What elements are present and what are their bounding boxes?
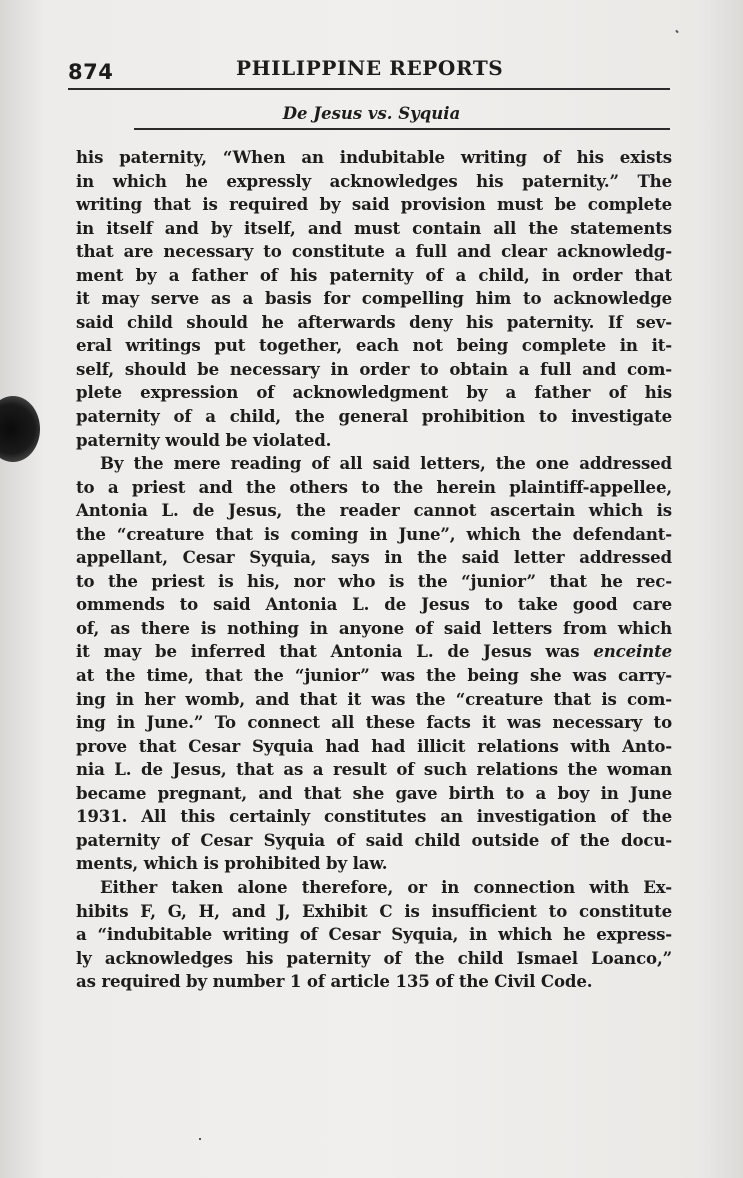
- line-text: ing in her womb, and that it was the “creature that is com-: [76, 688, 672, 709]
- line-text: Antonia L. de Jesus, the reader cannot ascertain which is: [76, 500, 672, 521]
- header-rule-top: [68, 88, 670, 90]
- line-text: it may be inferred that Antonia L. de Jesus was: [76, 641, 580, 662]
- line-text: as required by number 1 of article 135 of the Civil Code.: [76, 971, 593, 992]
- line-text: ments, which is prohibited by law.: [76, 853, 388, 874]
- line-text: at the time, that the “junior” was the being she was carry-: [76, 665, 672, 686]
- text-line: [76, 900, 672, 924]
- line-text: the “creature that is coming in June”, which the defendant-: [76, 523, 672, 544]
- line-text: Either taken alone therefore, or in connection with Ex-: [100, 876, 672, 897]
- scan-speck: [199, 1138, 201, 1140]
- line-text: ing in June.” To connect all these facts it was necessary to: [76, 712, 672, 733]
- line-text: By the mere reading of all said letters, the one addressed: [100, 453, 672, 474]
- text-line: [76, 452, 672, 476]
- text-line: [76, 264, 672, 288]
- text-line: [76, 405, 672, 429]
- line-text: plete expression of acknowledgment by a father of his: [76, 382, 672, 403]
- text-line: [76, 217, 672, 241]
- header-rule-bottom: [134, 128, 670, 130]
- running-title: PHILIPPINE REPORTS: [236, 56, 504, 80]
- text-line: [76, 876, 672, 900]
- text-line: [76, 782, 672, 806]
- text-line: [76, 640, 672, 664]
- text-line: [76, 240, 672, 264]
- paragraph: [76, 146, 672, 452]
- line-text: 1931. All this certainly constitutes an investigation of the: [76, 806, 672, 827]
- line-text: hibits F, G, H, and J, Exhibit C is insufficient to constitute: [76, 900, 672, 921]
- text-line: [76, 523, 672, 547]
- line-text: a “indubitable writing of Cesar Syquia, in which he express-: [76, 924, 672, 945]
- text-line: [76, 287, 672, 311]
- scan-speck: [675, 30, 678, 34]
- line-text: to the priest is his, nor who is the “junior” that he rec-: [76, 570, 672, 591]
- text-line: [76, 499, 672, 523]
- line-text: in which he expressly acknowledges his paternity.” The: [76, 170, 672, 191]
- line-text: appellant, Cesar Syquia, says in the said letter addressed: [76, 547, 672, 568]
- line-text: writing that is required by said provision must be complete: [76, 194, 672, 215]
- text-line: [76, 923, 672, 947]
- text-line: [76, 570, 672, 594]
- text-line: [76, 758, 672, 782]
- text-line: [76, 711, 672, 735]
- italic-term: enceinte: [593, 641, 672, 662]
- line-text: of, as there is nothing in anyone of said letters from which: [76, 617, 672, 638]
- line-text: to a priest and the others to the herein plaintiff-appellee,: [76, 476, 672, 497]
- text-line: [76, 146, 672, 170]
- text-line: [76, 852, 672, 876]
- text-line: [76, 664, 672, 688]
- line-text: self, should be necessary in order to obtain a full and com-: [76, 358, 672, 379]
- text-line: [76, 735, 672, 759]
- text-line: [76, 170, 672, 194]
- body-text: [76, 146, 672, 994]
- line-text: in itself and by itself, and must contain all the statements: [76, 217, 672, 238]
- line-text: eral writings put together, each not being complete in it-: [76, 335, 672, 356]
- text-line: [76, 947, 672, 971]
- text-line: [76, 617, 672, 641]
- text-line: [76, 829, 672, 853]
- page-number: 874: [68, 60, 114, 84]
- text-line: [76, 193, 672, 217]
- line-text: it may serve as a basis for compelling him to acknowledge: [76, 288, 672, 309]
- binding-hole: [0, 396, 40, 462]
- text-line: [76, 334, 672, 358]
- text-line: [76, 381, 672, 405]
- text-line: [76, 311, 672, 335]
- line-text: ment by a father of his paternity of a child, in order that: [76, 264, 672, 285]
- line-text: nia L. de Jesus, that as a result of such relations the woman: [76, 759, 672, 780]
- line-text: his paternity, “When an indubitable writing of his exists: [76, 147, 672, 167]
- line-text: that are necessary to constitute a full and clear acknowledg-: [76, 241, 672, 262]
- line-text: ommends to said Antonia L. de Jesus to take good care: [76, 594, 672, 615]
- text-line: [76, 429, 672, 453]
- text-line: [76, 805, 672, 829]
- text-line: [76, 593, 672, 617]
- text-line: [76, 970, 672, 994]
- text-line: [76, 546, 672, 570]
- text-line: [76, 358, 672, 382]
- case-title: De Jesus vs. Syquia: [282, 104, 461, 123]
- page-header: [68, 52, 668, 92]
- paragraph: [76, 876, 672, 994]
- line-text: paternity of Cesar Syquia of said child outside of the docu-: [76, 829, 672, 850]
- line-text: paternity of a child, the general prohibition to investigate: [76, 406, 672, 427]
- text-line: [76, 688, 672, 712]
- line-text: ly acknowledges his paternity of the child Ismael Loanco,”: [76, 947, 672, 968]
- line-text: prove that Cesar Syquia had had illicit relations with Anto-: [76, 735, 672, 756]
- line-text: paternity would be violated.: [76, 429, 332, 450]
- paragraph: [76, 452, 672, 876]
- line-text: became pregnant, and that she gave birth to a boy in June: [76, 782, 672, 803]
- line-text: said child should he afterwards deny his paternity. If sev-: [76, 311, 672, 332]
- text-line: [76, 476, 672, 500]
